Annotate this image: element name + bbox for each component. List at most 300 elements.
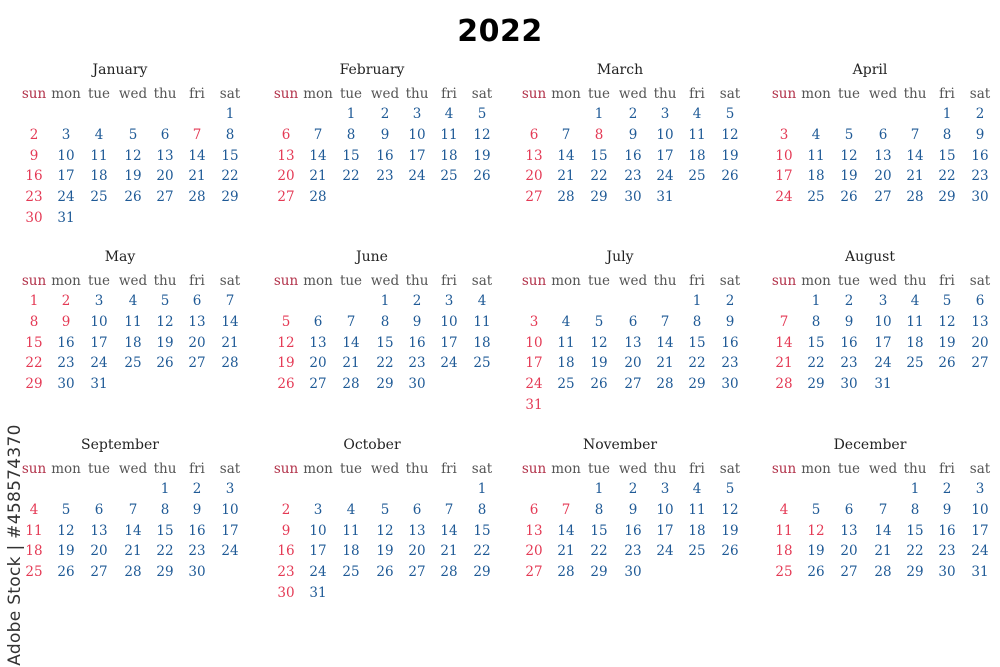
day-cell: 13	[525, 147, 543, 164]
day-cell: 27	[188, 355, 206, 372]
day-cell: 10	[221, 501, 239, 518]
day-cell: 22	[156, 543, 174, 560]
day-cell: 20	[624, 355, 642, 372]
day-cell: 5	[844, 126, 854, 143]
day-cell: 2	[412, 293, 422, 309]
weekday-header-wed: wed	[118, 86, 148, 102]
weekday-header-sat: sat	[219, 273, 241, 289]
weekday-header-mon: mon	[51, 273, 81, 289]
month-june	[252, 249, 492, 439]
day-cell: 11	[688, 501, 706, 518]
day-cell: 9	[975, 126, 985, 143]
month-march	[500, 62, 740, 252]
weekday-header-sun: sun	[273, 86, 299, 102]
day-cell: 7	[561, 501, 571, 518]
day-cell: 15	[473, 522, 491, 539]
day-cell: 5	[380, 501, 390, 518]
day-cell: 6	[281, 126, 291, 143]
day-cell: 1	[380, 293, 390, 309]
day-cell: 30	[971, 189, 989, 206]
month-february	[252, 62, 492, 252]
day-cell: 1	[29, 293, 39, 309]
month-april	[750, 62, 990, 252]
day-cell: 29	[688, 376, 706, 393]
day-cell: 27	[408, 564, 426, 581]
day-cell: 18	[557, 355, 575, 372]
day-cell: 14	[188, 147, 206, 164]
day-cell: 4	[561, 313, 571, 330]
day-cell: 31	[90, 376, 108, 393]
day-cell: 11	[906, 313, 924, 330]
month-title: April	[852, 62, 888, 78]
day-cell: 18	[473, 334, 491, 351]
watermark-text: Adobe Stock | #458574370	[5, 424, 25, 666]
day-cell: 3	[660, 481, 670, 497]
day-cell: 9	[192, 501, 202, 518]
day-cell: 9	[844, 313, 854, 330]
day-cell: 5	[160, 293, 170, 309]
weekday-header-thu: thu	[153, 86, 177, 102]
weekday-header-thu: thu	[653, 461, 677, 477]
day-cell: 7	[346, 313, 356, 330]
weekday-header-sun: sun	[521, 86, 547, 102]
month-title: September	[81, 437, 159, 453]
weekday-header-wed: wed	[118, 273, 148, 289]
day-cell: 21	[874, 543, 892, 560]
day-cell: 12	[840, 147, 858, 164]
weekday-header-mon: mon	[303, 273, 333, 289]
day-cell: 12	[473, 126, 491, 143]
day-cell: 6	[313, 313, 323, 330]
day-cell: 24	[656, 543, 674, 560]
day-cell: 12	[57, 522, 75, 539]
month-title: October	[343, 437, 401, 453]
day-cell: 5	[942, 293, 952, 309]
day-cell: 24	[90, 355, 108, 372]
day-cell: 27	[624, 376, 642, 393]
weekday-header-mon: mon	[51, 461, 81, 477]
day-cell: 19	[124, 168, 142, 185]
day-cell: 6	[975, 293, 985, 309]
weekday-header-fri: fri	[189, 86, 205, 102]
day-cell: 25	[440, 168, 458, 185]
day-cell: 11	[807, 147, 825, 164]
day-cell: 29	[590, 189, 608, 206]
weekday-header-fri: fri	[689, 86, 705, 102]
day-cell: 13	[408, 522, 426, 539]
day-cell: 17	[525, 355, 543, 372]
day-cell: 23	[624, 168, 642, 185]
day-cell: 23	[408, 355, 426, 372]
day-cell: 23	[376, 168, 394, 185]
day-cell: 20	[840, 543, 858, 560]
day-cell: 9	[628, 126, 638, 143]
day-cell: 7	[561, 126, 571, 143]
day-cell: 26	[721, 543, 739, 560]
day-cell: 12	[807, 522, 825, 539]
day-cell: 22	[221, 168, 239, 185]
day-cell: 1	[910, 481, 920, 497]
day-cell: 16	[188, 522, 206, 539]
weekday-header-tue: tue	[837, 461, 861, 477]
month-october	[252, 437, 492, 627]
weekday-header-sat: sat	[219, 461, 241, 477]
weekday-header-tue: tue	[87, 273, 111, 289]
day-cell: 24	[221, 543, 239, 560]
weekday-header-thu: thu	[405, 273, 429, 289]
day-cell: 21	[188, 168, 206, 185]
day-cell: 6	[628, 313, 638, 330]
weekday-header-fri: fri	[939, 461, 955, 477]
day-cell: 7	[660, 313, 670, 330]
month-august	[750, 249, 990, 439]
day-cell: 2	[725, 293, 735, 309]
day-cell: 18	[775, 543, 793, 560]
month-may	[0, 249, 240, 439]
day-cell: 8	[225, 126, 235, 143]
day-cell: 14	[342, 334, 360, 351]
day-cell: 31	[874, 376, 892, 393]
day-cell: 6	[160, 126, 170, 143]
day-cell: 25	[688, 168, 706, 185]
day-cell: 25	[807, 189, 825, 206]
day-cell: 29	[25, 376, 43, 393]
day-cell: 3	[975, 481, 985, 497]
day-cell: 30	[408, 376, 426, 393]
day-cell: 31	[309, 585, 327, 601]
day-cell: 26	[124, 189, 142, 206]
day-cell: 28	[342, 376, 360, 393]
day-cell: 31	[656, 189, 674, 206]
weekday-header-fri: fri	[939, 86, 955, 102]
day-cell: 29	[376, 376, 394, 393]
day-cell: 23	[57, 355, 75, 372]
day-cell: 1	[594, 481, 604, 497]
day-cell: 14	[309, 147, 327, 164]
day-cell: 14	[775, 334, 793, 351]
day-cell: 16	[408, 334, 426, 351]
day-cell: 24	[656, 168, 674, 185]
weekday-header-tue: tue	[339, 273, 363, 289]
day-cell: 1	[477, 481, 487, 497]
day-cell: 21	[440, 543, 458, 560]
day-cell: 30	[25, 210, 43, 226]
day-cell: 1	[692, 293, 702, 309]
day-cell: 27	[971, 355, 989, 372]
day-cell: 3	[660, 106, 670, 122]
day-cell: 29	[938, 189, 956, 206]
month-title: June	[356, 249, 388, 265]
day-cell: 11	[342, 522, 360, 539]
weekday-header-sat: sat	[719, 461, 741, 477]
day-cell: 17	[408, 147, 426, 164]
day-cell: 14	[874, 522, 892, 539]
day-cell: 10	[656, 501, 674, 518]
day-cell: 24	[525, 376, 543, 393]
weekday-header-thu: thu	[153, 461, 177, 477]
day-cell: 24	[971, 543, 989, 560]
weekday-header-thu: thu	[903, 273, 927, 289]
day-cell: 3	[94, 293, 104, 309]
day-cell: 21	[557, 543, 575, 560]
day-cell: 4	[692, 106, 702, 122]
day-cell: 19	[938, 334, 956, 351]
weekday-header-thu: thu	[153, 273, 177, 289]
day-cell: 16	[938, 522, 956, 539]
day-cell: 8	[477, 501, 487, 518]
day-cell: 2	[975, 106, 985, 122]
day-cell: 2	[29, 126, 39, 143]
day-cell: 9	[281, 522, 291, 539]
day-cell: 7	[444, 501, 454, 518]
day-cell: 20	[408, 543, 426, 560]
day-cell: 24	[874, 355, 892, 372]
weekday-header-wed: wed	[618, 273, 648, 289]
weekday-header-mon: mon	[303, 86, 333, 102]
day-cell: 16	[721, 334, 739, 351]
day-cell: 2	[628, 106, 638, 122]
day-cell: 22	[807, 355, 825, 372]
day-cell: 4	[29, 501, 39, 518]
day-cell: 17	[775, 168, 793, 185]
day-cell: 28	[440, 564, 458, 581]
day-cell: 12	[277, 334, 295, 351]
month-title: March	[596, 62, 644, 78]
day-cell: 27	[840, 564, 858, 581]
day-cell: 21	[309, 168, 327, 185]
day-cell: 17	[874, 334, 892, 351]
weekday-header-mon: mon	[801, 86, 831, 102]
day-cell: 8	[942, 126, 952, 143]
day-cell: 16	[624, 147, 642, 164]
day-cell: 23	[971, 168, 989, 185]
day-cell: 5	[811, 501, 821, 518]
day-cell: 30	[188, 564, 206, 581]
day-cell: 2	[628, 481, 638, 497]
day-cell: 25	[473, 355, 491, 372]
day-cell: 6	[529, 126, 539, 143]
day-cell: 21	[124, 543, 142, 560]
day-cell: 4	[779, 501, 789, 518]
day-cell: 19	[807, 543, 825, 560]
weekday-header-wed: wed	[618, 461, 648, 477]
weekday-header-mon: mon	[801, 273, 831, 289]
day-cell: 7	[313, 126, 323, 143]
day-cell: 9	[380, 126, 390, 143]
day-cell: 10	[440, 313, 458, 330]
day-cell: 2	[942, 481, 952, 497]
day-cell: 7	[779, 313, 789, 330]
day-cell: 20	[277, 168, 295, 185]
day-cell: 9	[628, 501, 638, 518]
weekday-header-fri: fri	[689, 273, 705, 289]
day-cell: 4	[910, 293, 920, 309]
day-cell: 15	[156, 522, 174, 539]
day-cell: 30	[840, 376, 858, 393]
day-cell: 21	[656, 355, 674, 372]
weekday-header-wed: wed	[370, 273, 400, 289]
day-cell: 28	[557, 564, 575, 581]
day-cell: 28	[309, 189, 327, 206]
day-cell: 10	[874, 313, 892, 330]
day-cell: 23	[938, 543, 956, 560]
day-cell: 8	[811, 313, 821, 330]
day-cell: 26	[376, 564, 394, 581]
day-cell: 6	[192, 293, 202, 309]
day-cell: 8	[692, 313, 702, 330]
day-cell: 17	[971, 522, 989, 539]
day-cell: 26	[590, 376, 608, 393]
day-cell: 27	[525, 564, 543, 581]
weekday-header-sun: sun	[771, 86, 797, 102]
day-cell: 5	[281, 313, 291, 330]
weekday-header-fri: fri	[189, 273, 205, 289]
weekday-header-tue: tue	[837, 273, 861, 289]
day-cell: 1	[160, 481, 170, 497]
day-cell: 14	[124, 522, 142, 539]
day-cell: 8	[380, 313, 390, 330]
day-cell: 14	[557, 522, 575, 539]
day-cell: 20	[874, 168, 892, 185]
day-cell: 4	[444, 106, 454, 122]
day-cell: 19	[376, 543, 394, 560]
weekday-header-wed: wed	[868, 461, 898, 477]
weekday-header-sun: sun	[273, 461, 299, 477]
month-july	[500, 249, 740, 439]
day-cell: 18	[124, 334, 142, 351]
day-cell: 11	[473, 313, 491, 330]
day-cell: 19	[590, 355, 608, 372]
weekday-header-tue: tue	[837, 86, 861, 102]
day-cell: 26	[938, 355, 956, 372]
day-cell: 18	[90, 168, 108, 185]
day-cell: 31	[57, 210, 75, 226]
weekday-header-wed: wed	[370, 86, 400, 102]
day-cell: 30	[277, 585, 295, 601]
weekday-header-tue: tue	[587, 86, 611, 102]
day-cell: 4	[477, 293, 487, 309]
weekday-header-thu: thu	[653, 273, 677, 289]
day-cell: 24	[775, 189, 793, 206]
day-cell: 1	[942, 106, 952, 122]
day-cell: 27	[90, 564, 108, 581]
day-cell: 12	[590, 334, 608, 351]
day-cell: 6	[878, 126, 888, 143]
day-cell: 11	[775, 522, 793, 539]
day-cell: 27	[156, 189, 174, 206]
day-cell: 17	[221, 522, 239, 539]
weekday-header-fri: fri	[939, 273, 955, 289]
day-cell: 23	[188, 543, 206, 560]
day-cell: 7	[910, 126, 920, 143]
day-cell: 3	[444, 293, 454, 309]
day-cell: 31	[971, 564, 989, 581]
day-cell: 9	[942, 501, 952, 518]
day-cell: 28	[557, 189, 575, 206]
day-cell: 22	[473, 543, 491, 560]
day-cell: 25	[688, 543, 706, 560]
day-cell: 18	[807, 168, 825, 185]
weekday-header-tue: tue	[87, 461, 111, 477]
weekday-header-sat: sat	[969, 86, 991, 102]
day-cell: 7	[128, 501, 138, 518]
day-cell: 5	[477, 106, 487, 122]
day-cell: 17	[90, 334, 108, 351]
day-cell: 1	[346, 106, 356, 122]
day-cell: 21	[557, 168, 575, 185]
year-title: 2022	[457, 14, 543, 49]
day-cell: 19	[721, 522, 739, 539]
day-cell: 27	[277, 189, 295, 206]
day-cell: 25	[342, 564, 360, 581]
day-cell: 28	[188, 189, 206, 206]
weekday-header-tue: tue	[339, 461, 363, 477]
day-cell: 22	[938, 168, 956, 185]
day-cell: 4	[811, 126, 821, 143]
day-cell: 16	[971, 147, 989, 164]
day-cell: 24	[440, 355, 458, 372]
day-cell: 19	[840, 168, 858, 185]
day-cell: 29	[807, 376, 825, 393]
day-cell: 19	[277, 355, 295, 372]
month-december	[750, 437, 990, 627]
day-cell: 19	[156, 334, 174, 351]
day-cell: 13	[971, 313, 989, 330]
day-cell: 3	[313, 501, 323, 518]
weekday-header-mon: mon	[801, 461, 831, 477]
day-cell: 15	[25, 334, 43, 351]
day-cell: 21	[906, 168, 924, 185]
day-cell: 18	[688, 147, 706, 164]
day-cell: 13	[309, 334, 327, 351]
day-cell: 11	[124, 313, 142, 330]
day-cell: 27	[309, 376, 327, 393]
day-cell: 13	[277, 147, 295, 164]
weekday-header-sat: sat	[471, 273, 493, 289]
weekday-header-tue: tue	[587, 273, 611, 289]
day-cell: 14	[557, 147, 575, 164]
weekday-header-sun: sun	[521, 461, 547, 477]
weekday-header-wed: wed	[868, 273, 898, 289]
day-cell: 28	[874, 564, 892, 581]
day-cell: 15	[590, 147, 608, 164]
day-cell: 16	[840, 334, 858, 351]
day-cell: 12	[721, 501, 739, 518]
weekday-header-mon: mon	[51, 86, 81, 102]
day-cell: 10	[309, 522, 327, 539]
day-cell: 5	[61, 501, 71, 518]
weekday-header-tue: tue	[587, 461, 611, 477]
weekday-header-sun: sun	[521, 273, 547, 289]
day-cell: 19	[57, 543, 75, 560]
day-cell: 12	[938, 313, 956, 330]
month-title: January	[92, 62, 148, 78]
day-cell: 13	[840, 522, 858, 539]
day-cell: 13	[525, 522, 543, 539]
day-cell: 8	[594, 501, 604, 518]
day-cell: 15	[342, 147, 360, 164]
day-cell: 4	[94, 126, 104, 143]
day-cell: 8	[160, 501, 170, 518]
day-cell: 8	[346, 126, 356, 143]
day-cell: 11	[25, 522, 43, 539]
day-cell: 13	[156, 147, 174, 164]
month-title: December	[833, 437, 907, 453]
day-cell: 25	[25, 564, 43, 581]
day-cell: 10	[57, 147, 75, 164]
day-cell: 18	[440, 147, 458, 164]
day-cell: 28	[656, 376, 674, 393]
